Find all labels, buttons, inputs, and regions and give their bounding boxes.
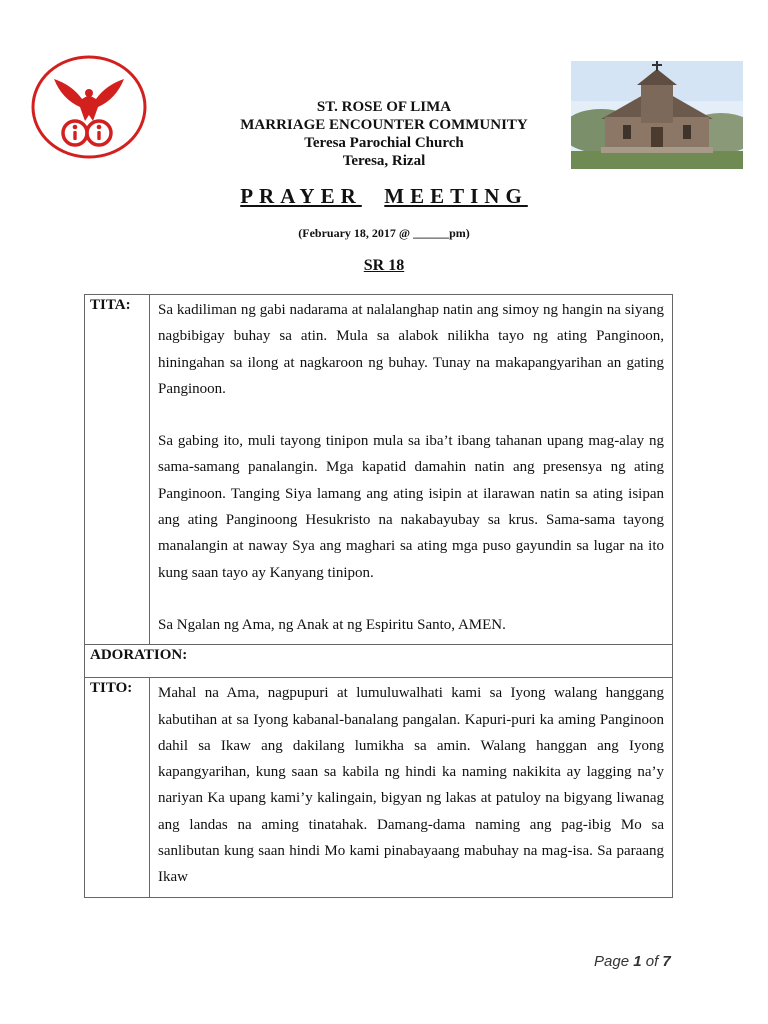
rings-icon	[63, 121, 111, 145]
title-word-1: PRAYER	[240, 184, 362, 208]
speaker-label: TITA:	[85, 295, 150, 645]
organization-header	[150, 98, 618, 170]
paragraph: Sa kadiliman ng gabi nadarama at nalalanghap natin ang simoy ng hangin na siyang nagbibigay buhay sa atin. Mula sa alabok nilikha tayo ng ating Panginoon, hiningahan sa ilong at nagkaroon ng buhay. Tunay na makapangyarihan an gating Panginoon.	[158, 302, 664, 397]
paragraph: Sa gabing ito, muli tayong tinipon mula sa iba’t ibang tahanan upang mag-alay ng sama-samang panalangin. Mga kapatid damahin natin ang presensya ng ating Panginoon. Tanging Siya lamang ang ating isipin at ilarawan natin sa ating isipan ang ating Panginoong Hesukristo na nakabayubay sa krus. Sama-sama tayong manalangin at naway Sya ang maghari sa ating mga puso gayundin sa lugar na ito kung saan tayo ay Kanyang tinipon.	[158, 433, 664, 581]
dove-icon	[54, 79, 124, 121]
community-name: MARRIAGE ENCOUNTER COMMUNITY	[240, 117, 528, 133]
title-word-2: MEETING	[384, 184, 528, 208]
speaker-label: TITO:	[85, 678, 150, 897]
paragraph: Sa Ngalan ng Ama, ng Anak at ng Espiritu Santo, AMEN.	[158, 616, 506, 633]
page-number: Page 1 of 7	[594, 953, 671, 970]
church-name: Teresa Parochial Church	[304, 135, 464, 151]
table-row	[85, 678, 673, 897]
page-title	[0, 184, 768, 209]
paragraph: Mahal na Ama, nagpupuri at lumuluwalhati kami sa Iyong walang hanggang kabutihan at sa Iyong kabanal-banalang pangalan. Kapuri-puri ka aming Panginoon dahil sa Ikaw ang dakilang lumikha sa amin. Walang hanggan ang Iyong kapangyarihan, kung saan sa kabila ng hindi ka naming nakikita ay lagging na’y nariyan Ka upang kami’y kalingain, bigyan ng lakas at patuloy na bigyang liwanag ang landas na aming tinatahak. Damang-dama naming ang pag-ibig Mo sa sanlibutan kung saan hindi Mo kami pinabayaang mabuhay na mag-isa. Sa paraang Ikaw	[158, 685, 664, 886]
sr-label: SR 18	[363, 257, 405, 274]
location: Teresa, Rizal	[342, 153, 426, 169]
speaker-text	[150, 295, 673, 645]
org-name: ST. ROSE OF LIMA	[316, 99, 452, 115]
meeting-date: (February 18, 2017 @ ______pm)	[298, 226, 470, 240]
community-logo	[30, 55, 148, 160]
speaker-text	[150, 678, 673, 897]
table-row	[85, 295, 673, 645]
script-table	[84, 294, 673, 898]
section-heading: ADORATION:	[85, 645, 673, 678]
table-row	[85, 645, 673, 678]
